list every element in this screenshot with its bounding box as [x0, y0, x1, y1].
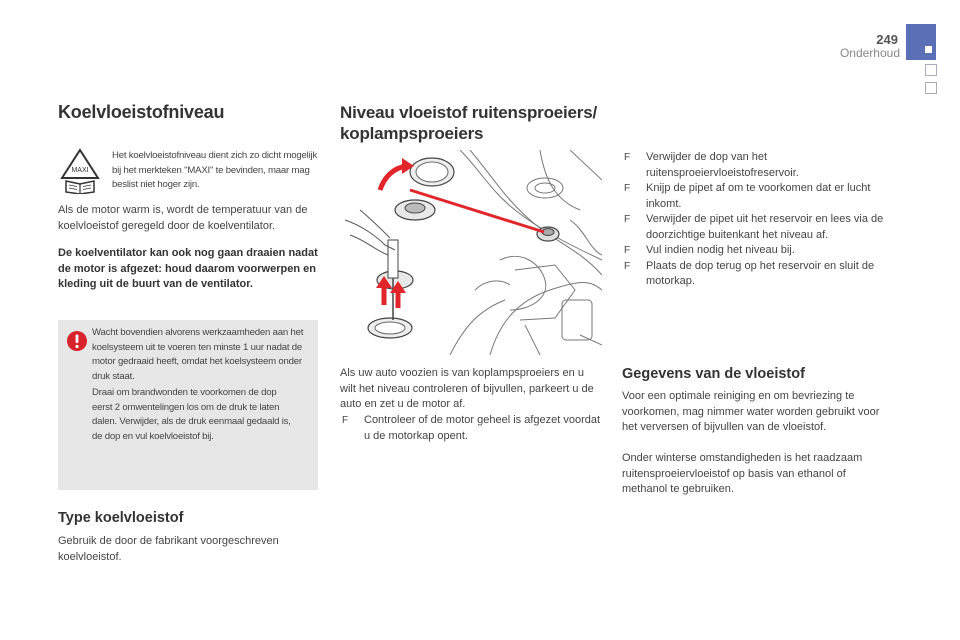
- bullet-icon: F: [624, 214, 631, 225]
- middle-bullet-list: [340, 413, 602, 444]
- washer-fluid-title-line1: Niveau vloeistof ruitensproeiers/: [340, 103, 597, 122]
- step-text: Verwijder de dop van het ruitensproeiervloeistofreservoir.: [646, 151, 799, 179]
- coolant-level-title: Koelvloeistofniveau: [58, 102, 225, 122]
- reservoir-illustration: [340, 150, 602, 355]
- steps-list: [622, 150, 886, 290]
- step-text: Vul indien nodig het niveau bij.: [646, 244, 795, 256]
- fluid-specs-paragraph1: Voor een optimale reiniging en om bevriezing te voorkomen, mag nimmer water worden gebruikt voor het verversen of bijvullen van de vloeistof.: [622, 390, 880, 433]
- warning-text-wait: Wacht bovendien alvorens werkzaamheden aan het koelsysteem uit te voeren ten minste 1 uur nadat de motor gedraaid heeft, omdat het koelsysteem onder druk staat.: [92, 327, 304, 382]
- coolant-type-text: Gebruik de door de fabrikant voorgeschreven koelvloeistof.: [58, 535, 279, 563]
- bullet-text: Controleer of de motor geheel is afgezet voordat u de motorkap opent.: [364, 414, 601, 442]
- warning-text-cap: Draai om brandwonden te voorkomen de dop eerst 2 omwentelingen los om de druk te laten dalen. Verwijder, als de druk eenmaal gedaald is, de dop en vul koelvloeistof bij.: [92, 387, 291, 442]
- fluid-specs-title: Gegevens van de vloeistof: [622, 366, 805, 382]
- step-text: Plaats de dop terug op het reservoir en sluit de motorkap.: [646, 259, 875, 287]
- step-text: Verwijder de pipet uit het reservoir en lees via de doorzichtige buitenkant het niveau af.: [646, 213, 884, 241]
- read-manual-icon: [60, 148, 100, 194]
- bullet-icon: F: [624, 152, 631, 163]
- bullet-icon: F: [624, 183, 631, 194]
- warning-box: [58, 320, 318, 490]
- step-text: Knijp de pipet af om te voorkomen dat er lucht inkomt.: [646, 182, 871, 210]
- washer-fluid-title-line2: koplampsproeiers: [340, 124, 484, 143]
- fan-warning-paragraph: De koelventilator kan ook nog gaan draaien nadat de motor is afgezet: houd daarom voorwerpen en kleding uit de buurt van de ventilator.: [58, 247, 318, 290]
- chapter-tab[interactable]: [925, 64, 937, 76]
- list-item: [622, 181, 886, 212]
- washer-fluid-title: [340, 102, 610, 144]
- bullet-icon: F: [342, 415, 349, 426]
- warning-icon: [66, 330, 88, 357]
- list-item: [622, 259, 886, 290]
- coolant-type-title: Type koelvloeistof: [58, 510, 184, 526]
- manual-icon-label: MAXI: [71, 167, 89, 174]
- chapter-tab-active[interactable]: [906, 24, 936, 60]
- chapter-tab[interactable]: [925, 82, 937, 94]
- list-item: [622, 243, 886, 259]
- coolant-max-note: Het koelvloeistofniveau dient zich zo dicht mogelijk bij het merkteken "MAXI" te bevinden, maar mag beslist niet hoger zijn.: [112, 150, 318, 190]
- bullet-icon: F: [624, 245, 631, 256]
- bullet-icon: F: [624, 260, 631, 272]
- page-number: 249: [876, 32, 898, 47]
- fluid-specs-paragraph2: Onder winterse omstandigheden is het raadzaam ruitensproeiervloeistof op basis van ethanol of methanol te gebruiken.: [622, 452, 863, 495]
- coolant-warm-paragraph: Als de motor warm is, wordt de temperatuur van de koelvloeistof geregeld door de koelventilator.: [58, 204, 308, 232]
- headlamp-washer-paragraph: Als uw auto voozien is van koplampsproeiers en u wilt het niveau controleren of bijvullen, parkeert u de auto en zet u de motor af.: [340, 367, 594, 410]
- list-item: [340, 413, 602, 444]
- list-item: [622, 150, 886, 181]
- section-name: Onderhoud: [839, 46, 900, 60]
- list-item: [622, 212, 886, 243]
